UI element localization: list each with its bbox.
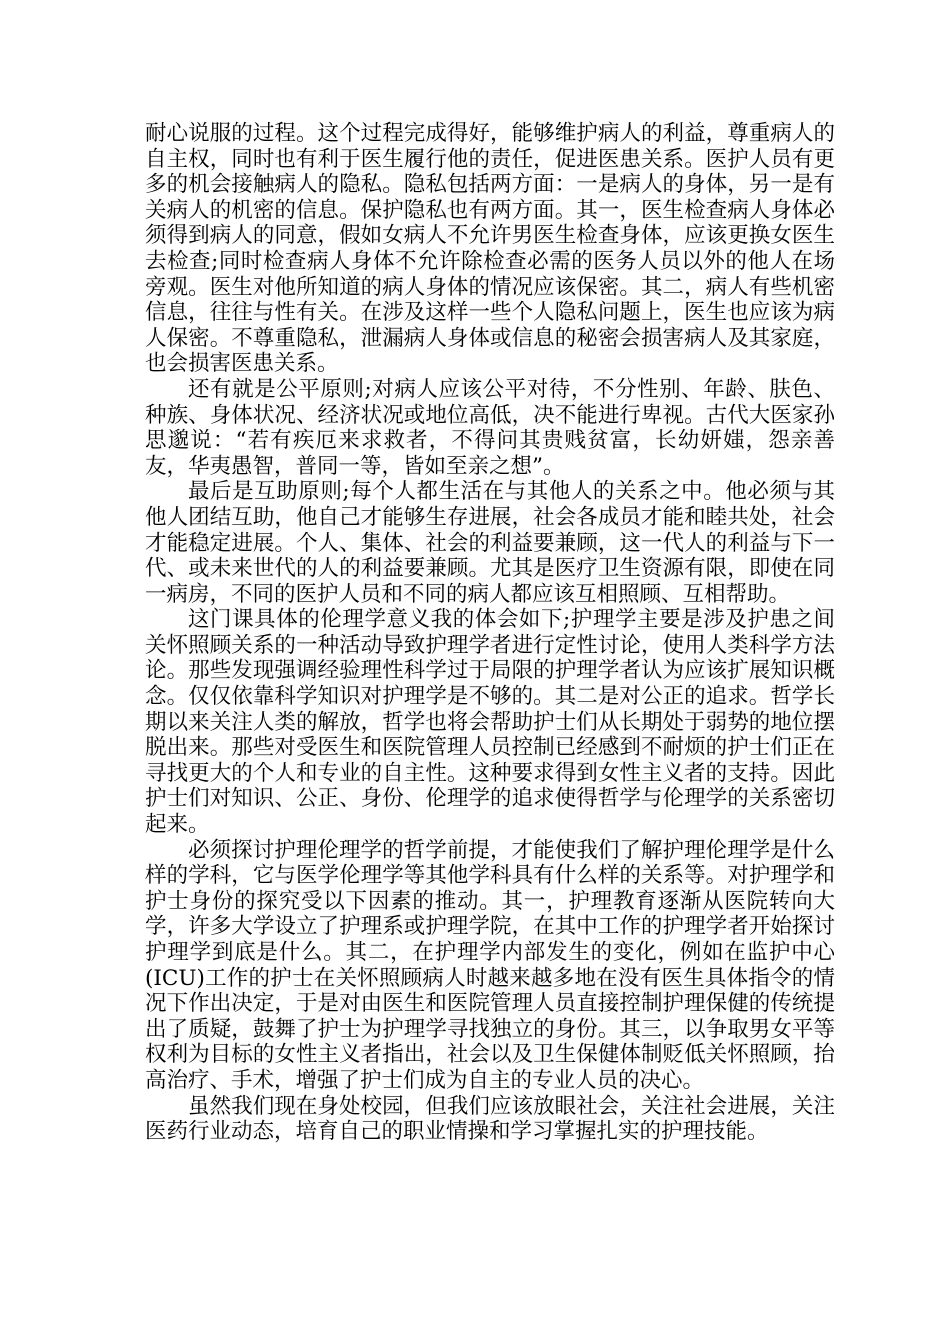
paragraph-conclusion: 虽然我们现在身处校园，但我们应该放眼社会，关注社会进展，关注医药行业动态，培育自己的职业情操和学习掌握扎实的护理技能。 bbox=[145, 1093, 835, 1145]
document-body bbox=[145, 121, 835, 1145]
paragraph-privacy: 耐心说服的过程。这个过程完成得好，能够维护病人的利益，尊重病人的自主权，同时也有利于医生履行他的责任，促进医患关系。医护人员有更多的机会接触病人的隐私。隐私包括两方面：一是病人的身体，另一是有关病人的机密的信息。保护隐私也有两方面。其一，医生检查病人身体必须得到病人的同意，假如女病人不允许男医生检查身体，应该更换女医生去检查;同时检查病人身体不允许除检查必需的医务人员以外的他人在场旁观。医生对他所知道的病人身体的情况应该保密。其二，病人有些机密信息，往往与性有关。在涉及这样一些个人隐私问题上，医生也应该为病人保密。不尊重隐私，泄漏病人身体或信息的秘密会损害病人及其家庭，也会损害医患关系。 bbox=[145, 121, 835, 377]
paragraph-philosophical-premise: 必须探讨护理伦理学的哲学前提，才能使我们了解护理伦理学是什么样的学科，它与医学伦理学等其他学科具有什么样的关系等。对护理学和护士身份的探究受以下因素的推动。其一，护理教育逐渐从医院转向大学，许多大学设立了护理系或护理学院，在其中工作的护理学者开始探讨护理学到底是什么。其二，在护理学内部发生的变化，例如在监护中心(ICU)工作的护士在关怀照顾病人时越来越多地在没有医生具体指令的情况下作出决定，于是对由医生和医院管理人员直接控制护理保健的传统提出了质疑，鼓舞了护士为护理学寻找独立的身份。其三，以争取男女平等权利为目标的女性主义者指出，社会以及卫生保健体制贬低关怀照顾，抬高治疗、手术，增强了护士们成为自主的专业人员的决心。 bbox=[145, 837, 835, 1093]
paragraph-course-significance: 这门课具体的伦理学意义我的体会如下;护理学主要是涉及护患之间关怀照顾关系的一种活动导致护理学者进行定性讨论，使用人类科学方法论。那些发现强调经验理性科学过于局限的护理学者认为应该扩展知识概念。仅仅依靠科学知识对护理学是不够的。其二是对公正的追求。哲学长期以来关注人类的解放，哲学也将会帮助护士们从长期处于弱势的地位摆脱出来。那些对受医生和医院管理人员控制已经感到不耐烦的护士们正在寻找更大的个人和专业的自主性。这种要求得到女性主义者的支持。因此护士们对知识、公正、身份、伦理学的追求使得哲学与伦理学的关系密切起来。 bbox=[145, 607, 835, 838]
paragraph-fairness-principle: 还有就是公平原则;对病人应该公平对待，不分性别、年龄、肤色、种族、身体状况、经济状况或地位高低，决不能进行卑视。古代大医家孙思邈说：“若有疾厄来求救者，不得问其贵贱贫富，长幼妍媸，怨亲善友，华夷愚智，普同一等，皆如至亲之想”。 bbox=[145, 376, 835, 479]
paragraph-mutual-aid-principle: 最后是互助原则;每个人都生活在与其他人的关系之中。他必须与其他人团结互助，他自己才能够生存进展，社会各成员才能和睦共处，社会才能稳定进展。个人、集体、社会的利益要兼顾，这一代人的利益与下一代、或未来世代的人的利益要兼顾。尤其是医疗卫生资源有限，即使在同一病房，不同的医护人员和不同的病人都应该互相照顾、互相帮助。 bbox=[145, 479, 835, 607]
